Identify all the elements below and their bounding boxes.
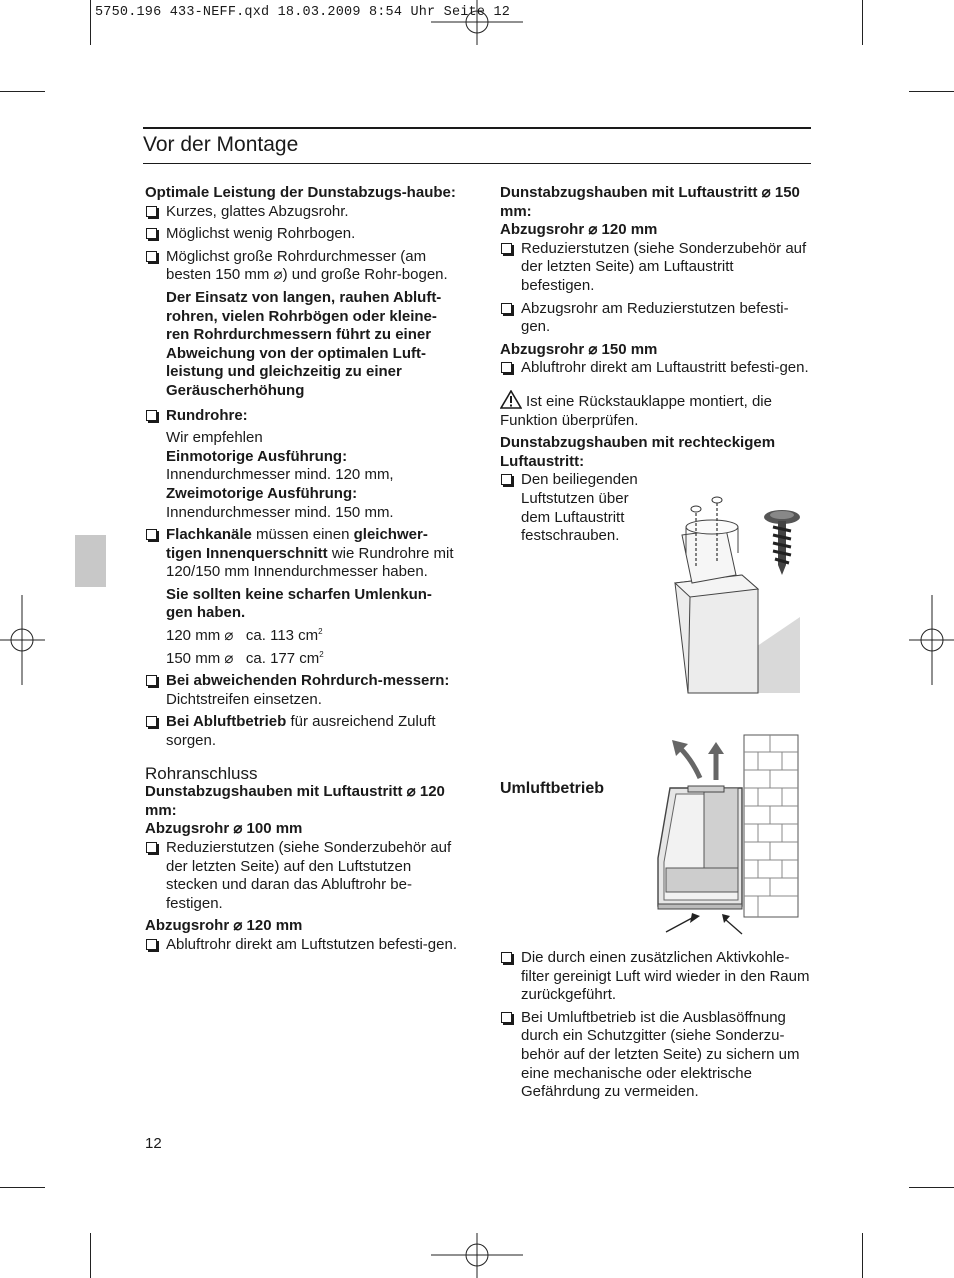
umluft-text-block <box>500 949 810 1106</box>
rohr-subheading: Dunstabzugshauben mit Luftaustritt ⌀ 120 mm: <box>145 783 445 819</box>
pipe-list <box>145 407 457 751</box>
crop-mark <box>0 91 45 92</box>
umluft-label-block <box>500 780 604 799</box>
warning-icon <box>500 390 522 409</box>
rect-list <box>500 471 648 545</box>
warning-text: Ist eine Rückstauklappe montiert, die Funktion überprüfen. <box>500 392 772 429</box>
crop-mark <box>90 0 91 45</box>
rohr-120-list <box>145 936 457 955</box>
area-row-1 <box>166 627 323 644</box>
list-item-flachkanaele <box>145 526 457 668</box>
list-item: Reduzierstutzen (siehe Sonderzubehör auf der letzten Seite) am Luftaustritt befestigen. <box>500 240 810 296</box>
rund-einmotor-text: Innendurchmesser mind. 120 mm, <box>166 466 394 484</box>
title-rule-bottom <box>143 163 811 164</box>
performance-warning: Der Einsatz von langen, rauhen Abluft-rohren, vielen Rohrbögen oder kleine-ren Rohrdurchmessern führt zu einer Abweichung von der optimalen Luft-leistung und gleichzeitig zu einer Geräuscherhöhung <box>166 288 442 399</box>
rohr-120-heading: Abzugsrohr ⌀ 120 mm <box>145 917 303 935</box>
flach-bold-1: Flachkanäle <box>166 526 252 544</box>
list-item: Reduzierstutzen (siehe Sonderzubehör auf der letzten Seite) auf den Luftstutzen stecken und daran das Abluftrohr be-festigen. <box>145 839 457 913</box>
area-diameter: 120 mm ⌀ <box>166 627 234 645</box>
rect-heading: Dunstabzugshauben mit rechteckigem Luftaustritt: <box>500 434 776 470</box>
r150-heading: Abzugsrohr ⌀ 150 mm <box>500 340 658 358</box>
flach-text-2: wie Rundrohre mit 120/150 mm Innendurchmesser haben. <box>166 544 454 581</box>
crop-mark <box>909 1187 954 1188</box>
list-item: Die durch einen zusätzlichen Aktivkohle-filter gereinigt Luft wird wieder in den Raum zurückgeführt. <box>500 949 810 1005</box>
list-item-abweichend <box>145 672 457 709</box>
warning-note <box>500 390 810 430</box>
registration-mark-right <box>909 595 954 685</box>
list-item: Kurzes, glattes Abzugsrohr. <box>145 203 457 222</box>
flach-text-1: müssen einen <box>251 526 354 544</box>
list-item: Abzugsrohr am Reduzierstutzen befesti-gen. <box>500 300 810 337</box>
flach-warning: Sie sollten keine scharfen Umlenkun-gen haben. <box>166 585 432 622</box>
abluft-text: für ausreichend Zuluft sorgen. <box>166 713 436 750</box>
abw-bold: Bei abweichenden Rohrdurch-messern: <box>166 672 450 690</box>
page-number: 12 <box>145 1135 162 1152</box>
r120-list <box>500 240 810 337</box>
list-item: Den beiliegenden Luftstutzen über dem Luftaustritt festschrauben. <box>500 471 648 545</box>
umluft-list <box>500 949 810 1102</box>
abluft-bold: Bei Abluftbetrieb <box>166 713 287 731</box>
list-item-abluft <box>145 713 457 750</box>
umluft-heading: Umluftbetrieb <box>500 780 604 797</box>
area-sup: 2 <box>319 649 324 659</box>
performance-heading: Optimale Leistung der Dunstabzugs-haube: <box>145 184 456 201</box>
list-item: Bei Umluftbetrieb ist die Ausblasöffnung durch ein Schutzgitter (siehe Sonderzu-behör auf der letzten Seite) zu sichern um eine mechanische oder elektrische Gefährdung zu vermeiden. <box>500 1009 810 1102</box>
left-column <box>145 184 457 959</box>
area-diameter: 150 mm ⌀ <box>166 649 234 667</box>
area-value: ca. 113 cm <box>245 627 319 645</box>
crop-mark <box>909 91 954 92</box>
crop-mark <box>0 1187 45 1188</box>
flach-bold-2: gleichwer-tigen Innenquerschnitt <box>166 526 428 562</box>
rund-zweimotor-label: Zweimotorige Ausführung: <box>166 484 358 502</box>
crop-mark <box>862 1233 863 1278</box>
list-item-rundrohre <box>145 407 457 523</box>
rund-label: Rundrohre: <box>166 406 248 424</box>
title-rule-top <box>143 127 811 129</box>
list-item: Möglichst wenig Rohrbogen. <box>145 225 457 244</box>
crop-mark <box>862 0 863 45</box>
area-row-2 <box>166 650 324 667</box>
crop-mark <box>90 1233 91 1278</box>
page-title: Vor der Montage <box>143 133 299 156</box>
registration-mark-left <box>0 595 45 685</box>
rohr-100-list <box>145 839 457 913</box>
list-item: Abluftrohr direkt am Luftaustritt befesti-gen. <box>500 359 810 378</box>
area-sup: 2 <box>318 627 323 637</box>
r120-heading: Abzugsrohr ⌀ 120 mm <box>500 221 658 239</box>
rohranschluss-heading: Rohranschluss <box>145 763 258 783</box>
section-tab <box>75 535 106 587</box>
area-value: ca. 177 cm <box>245 649 320 667</box>
rund-recommend: Wir empfehlen <box>166 429 263 447</box>
list-item: Möglichst große Rohrdurchmesser (am besten 150 mm ⌀) und große Rohr-bogen. <box>145 248 457 285</box>
rund-einmotor-label: Einmotorige Ausführung: <box>166 447 348 465</box>
performance-list <box>145 203 457 285</box>
rund-zweimotor-text: Innendurchmesser mind. 150 mm. <box>166 503 394 521</box>
registration-mark-bottom <box>431 1233 523 1278</box>
sub150-heading: Dunstabzugshauben mit Luftaustritt ⌀ 150 mm: <box>500 184 800 220</box>
rect-outlet-illustration <box>650 495 810 695</box>
r150-list <box>500 359 810 378</box>
rohr-100-heading: Abzugsrohr ⌀ 100 mm <box>145 820 303 838</box>
print-slug: 5750.196 433-NEFF.qxd 18.03.2009 8:54 Uhr Seite 12 <box>95 5 511 20</box>
umluft-illustration <box>630 730 800 940</box>
list-item: Abluftrohr direkt am Luftstutzen befesti-gen. <box>145 936 457 955</box>
abw-text: Dichtstreifen einsetzen. <box>166 690 322 708</box>
